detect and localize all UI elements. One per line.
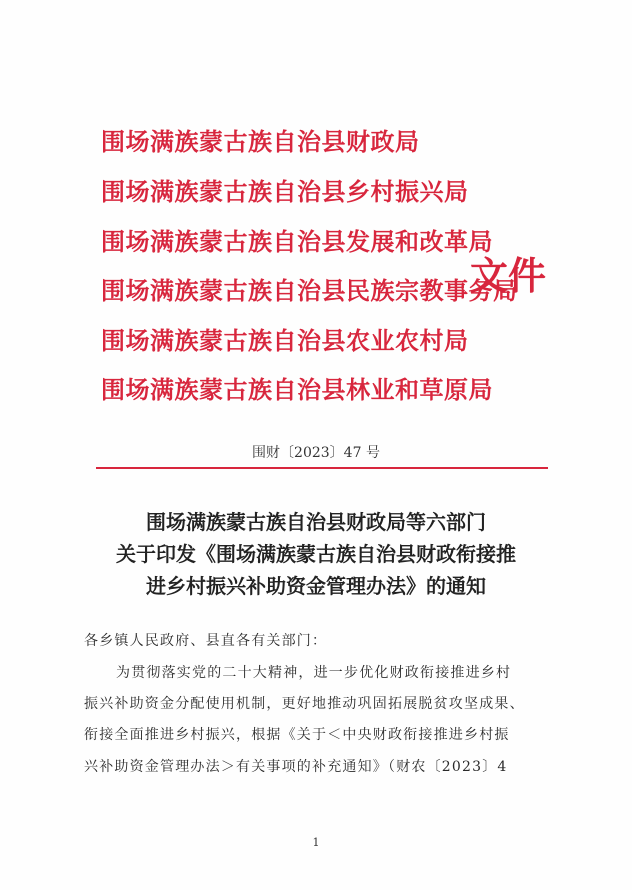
paragraph-line-3: 衔接全面推进乡村振兴，根据《关于＜中央财政衔接推进乡村振 [84,727,510,743]
agency-line-forestry: 围场满族蒙古族自治县林业和草原局 [101,376,493,404]
document-number: 围财〔2023〕47 号 [252,445,380,461]
agency-line-development-reform: 围场满族蒙古族自治县发展和改革局 [101,228,493,256]
page-number: 1 [312,836,320,849]
title-line-3: 进乡村振兴补助资金管理办法》的通知 [146,574,486,598]
agency-line-agriculture: 围场满族蒙古族自治县农业农村局 [101,327,469,355]
agency-line-ethnic-religious: 围场满族蒙古族自治县民族宗教事务局 [101,277,518,305]
agency-line-finance: 围场满族蒙古族自治县财政局 [101,128,420,156]
red-divider [96,467,548,469]
title-line-1: 围场满族蒙古族自治县财政局等六部门 [146,510,486,534]
document-word: 文件 [470,254,547,298]
paragraph-line-4: 兴补助资金管理办法＞有关事项的补充通知》（财农〔2023〕4 [84,759,508,775]
paragraph-line-1: 为贯彻落实党的二十大精神，进一步优化财政衔接推进乡村 [116,665,512,681]
agency-line-rural-revitalization: 围场满族蒙古族自治县乡村振兴局 [101,178,469,206]
paragraph-line-2: 振兴补助资金分配使用机制，更好地推动巩固拓展脱贫攻坚成果、 [84,696,525,712]
salutation: 各乡镇人民政府、县直各有关部门： [84,633,328,649]
title-line-2: 关于印发《围场满族蒙古族自治县财政衔接推 [116,542,516,566]
